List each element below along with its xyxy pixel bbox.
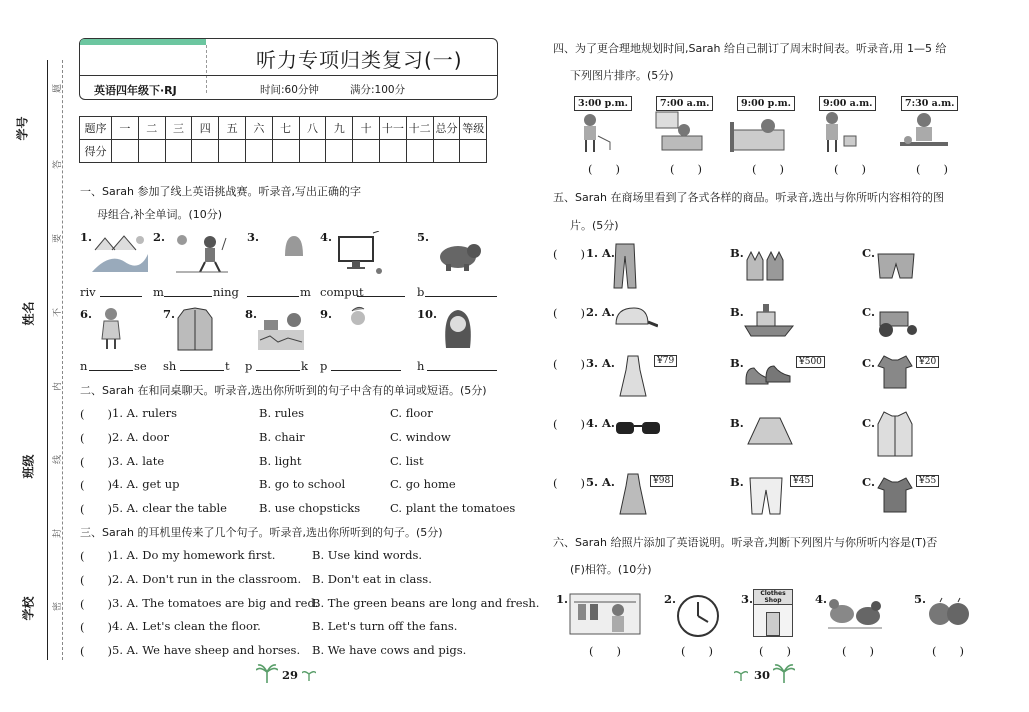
option-a: 4. A. [586, 416, 615, 430]
score-cell[interactable] [192, 140, 219, 163]
score-cell[interactable] [245, 140, 272, 163]
shoes-image [744, 362, 792, 388]
item-number: 3. [741, 592, 754, 606]
answer-paren[interactable]: ( ) [80, 573, 112, 587]
mark-2: 要 [53, 233, 64, 244]
time-label: 7:00 a.m. [656, 96, 713, 111]
score-row-label: 题序 [80, 117, 112, 140]
name-label: 姓名 [21, 301, 36, 326]
answer-paren[interactable]: ( ) [553, 476, 585, 490]
time-label: 9:00 p.m. [737, 96, 795, 111]
page-title: 听力专项归类复习(一) [256, 48, 463, 72]
option-a: 1. A. Do my homework first. [112, 548, 276, 562]
option-a: 1. A. rulers [112, 406, 178, 420]
s4-title-line2: 下列图片排序。(5分) [570, 69, 674, 82]
answer-blank[interactable] [427, 370, 497, 371]
mark-7: 密 [53, 601, 64, 612]
clothes-store-photo [568, 588, 642, 636]
word-suffix: se [134, 359, 147, 373]
option-c: C. go home [390, 477, 456, 491]
answer-paren[interactable]: ( ) [553, 357, 585, 371]
option-b: B. [730, 246, 744, 260]
morning-image [172, 230, 232, 274]
answer-blank[interactable] [100, 296, 142, 297]
item-number: 1. [556, 592, 569, 606]
score-cell[interactable] [353, 140, 380, 163]
score-col: 九 [326, 117, 353, 140]
option-c: C. plant the tomatoes [390, 501, 516, 515]
score-cell[interactable] [219, 140, 246, 163]
tf-paren[interactable]: ( ) [589, 644, 621, 658]
score-col: 八 [299, 117, 326, 140]
option-b: B. Let's turn off the fans. [312, 619, 458, 633]
word-prefix: riv [80, 285, 96, 299]
item-number: 4. [815, 592, 828, 606]
score-cell[interactable] [379, 140, 406, 163]
mark-4: 内 [53, 381, 64, 392]
gloves-image [743, 250, 789, 282]
item-number: 8. [245, 307, 258, 321]
hair-image [440, 306, 476, 352]
mark-1: 答 [53, 159, 64, 170]
park-image [256, 308, 306, 352]
fold-line [62, 60, 63, 660]
answer-paren[interactable]: ( ) [80, 455, 112, 469]
coat-image [876, 410, 914, 458]
order-paren[interactable]: ( ) [834, 162, 866, 176]
score-col: 十一 [379, 117, 406, 140]
answer-blank[interactable] [180, 370, 224, 371]
item-number: 5. [417, 230, 430, 244]
item-number: 7. [163, 307, 176, 321]
option-b: B. rules [259, 406, 305, 420]
option-c: C. [862, 305, 875, 319]
score-col: 五 [219, 117, 246, 140]
palm-icon [773, 664, 795, 684]
gown-image [618, 472, 648, 516]
item-number: 10. [417, 307, 438, 321]
option-c: C. [862, 246, 875, 260]
answer-blank[interactable] [256, 370, 300, 371]
s4-title-line1: 四、为了更合理地规划时间,Sarah 给自己制订了周末时间表。听录音,用 1—5 给 [553, 42, 947, 55]
answer-blank[interactable] [425, 296, 497, 297]
option-b: B. [730, 416, 744, 430]
order-paren[interactable]: ( ) [752, 162, 784, 176]
answer-paren[interactable]: ( ) [80, 478, 112, 492]
tomatoes-photo [926, 596, 972, 628]
score-cell[interactable] [299, 140, 326, 163]
word-prefix: b [417, 285, 425, 299]
score-col: 四 [192, 117, 219, 140]
score-cell[interactable] [460, 140, 487, 163]
s3-title: 三、Sarah 的耳机里传来了几个句子。听录音,选出你所听到的句子。(5分) [80, 526, 443, 539]
shop-sign: Clothes Shop [754, 590, 792, 605]
answer-blank[interactable] [164, 296, 212, 297]
word-suffix: k [301, 359, 308, 373]
item-number: 6. [80, 307, 93, 321]
course-label: 英语四年级下·RJ [94, 84, 177, 97]
answer-paren[interactable]: ( ) [553, 247, 585, 261]
item-number: 2. [153, 230, 166, 244]
option-c: C. window [390, 430, 451, 444]
tshirt-dark-image [876, 476, 914, 514]
answer-blank[interactable] [331, 370, 401, 371]
score-row-label: 得分 [80, 140, 112, 163]
option-a: 3. A. [586, 356, 615, 370]
option-b: B. chair [259, 430, 305, 444]
mark-3: 不 [53, 307, 64, 318]
mark-6: 封 [53, 528, 64, 539]
s5-title-line2: 片。(5分) [570, 219, 619, 232]
option-b: B. [730, 356, 744, 370]
tshirt-image [876, 354, 914, 390]
word-prefix: h [417, 359, 425, 373]
full-score-label: 满分:100分 [350, 84, 406, 96]
class-label: 班级 [21, 454, 36, 479]
nurse-image [98, 305, 124, 351]
answer-paren[interactable]: ( ) [80, 620, 112, 634]
answer-paren[interactable]: ( ) [80, 644, 112, 658]
item-number: 2. [664, 592, 677, 606]
answer-paren[interactable]: ( ) [80, 407, 112, 421]
item-number: 3. [247, 230, 260, 244]
option-a: 2. A. door [112, 430, 169, 444]
answer-paren[interactable]: ( ) [553, 306, 585, 320]
word-prefix: p [320, 359, 328, 373]
word-prefix: n [80, 359, 88, 373]
option-b: B. [730, 305, 744, 319]
answer-blank[interactable] [357, 296, 405, 297]
kaohao-label: 学号 [15, 116, 30, 141]
s1-title-line1: 一、Sarah 参加了线上英语挑战赛。听录音,写出正确的字 [80, 185, 361, 198]
score-col: 三 [165, 117, 192, 140]
score-col: 六 [245, 117, 272, 140]
time-label: 3:00 p.m. [574, 96, 632, 111]
option-b: B. [730, 475, 744, 489]
boat-image [743, 302, 795, 340]
trousers-image [612, 242, 638, 290]
tractor-image [876, 302, 922, 338]
price-tag: ¥55 [916, 475, 939, 487]
girl-watering-image [574, 112, 622, 156]
girl-getting-up-image [654, 110, 706, 156]
word-prefix: m [153, 285, 164, 299]
option-b: B. use chopsticks [259, 501, 361, 515]
computer-image [337, 231, 385, 275]
cap-image [612, 306, 658, 330]
tf-paren[interactable]: ( ) [759, 644, 791, 658]
price-tag: ¥98 [650, 475, 673, 487]
river-image [90, 232, 150, 274]
answer-paren[interactable]: ( ) [80, 431, 112, 445]
mark-0: 题 [53, 83, 64, 94]
tf-paren[interactable]: ( ) [932, 644, 964, 658]
answer-blank[interactable] [247, 296, 299, 297]
answer-paren[interactable]: ( ) [80, 502, 112, 516]
option-a: 3. A. late [112, 454, 165, 468]
score-col: 七 [272, 117, 299, 140]
page-number-right: 30 [754, 668, 771, 682]
score-cell[interactable] [112, 140, 139, 163]
time-label: 9:00 a.m. [819, 96, 876, 111]
mark-5: 线 [53, 454, 64, 465]
shorts-image [876, 252, 916, 280]
answer-paren[interactable]: ( ) [80, 597, 112, 611]
option-c: C. floor [390, 406, 433, 420]
option-a: 4. A. Let's clean the floor. [112, 619, 261, 633]
option-c: C. [862, 416, 875, 430]
time-label: 7:30 a.m. [901, 96, 958, 111]
word-prefix: p [245, 359, 253, 373]
bear-image [436, 237, 484, 273]
answer-paren[interactable]: ( ) [80, 549, 112, 563]
option-a: 4. A. get up [112, 477, 180, 491]
word-suffix: t [225, 359, 230, 373]
item-number: 4. [320, 230, 333, 244]
s6-title-line2: (F)相符。(10分) [570, 563, 652, 576]
score-col: 二 [138, 117, 165, 140]
score-col: 十二 [406, 117, 433, 140]
option-a: 2. A. [586, 305, 615, 319]
order-paren[interactable]: ( ) [588, 162, 620, 176]
option-b: B. The green beans are long and fresh. [312, 596, 540, 610]
price-tag: ¥45 [790, 475, 813, 487]
s5-title-line1: 五、Sarah 在商场里看到了各式各样的商品。听录音,选出与你所听内容相符的图 [553, 191, 944, 204]
skirt-image [746, 416, 794, 448]
time-label: 时间:60分钟 [260, 84, 319, 96]
pants-image [748, 476, 784, 516]
tf-paren[interactable]: ( ) [842, 644, 874, 658]
mushroom-image [282, 234, 304, 258]
s1-title-line2: 母组合,补全单词。(10分) [97, 208, 223, 221]
word-prefix: comput [320, 285, 364, 299]
score-cell[interactable] [138, 140, 165, 163]
option-c: C. [862, 356, 875, 370]
score-table [79, 116, 487, 163]
palm-icon [256, 664, 278, 684]
word-prefix: sh [163, 359, 177, 373]
score-cell[interactable] [326, 140, 353, 163]
option-c: C. list [390, 454, 424, 468]
word-suffix: m [300, 285, 311, 299]
option-b: B. light [259, 454, 302, 468]
score-col: 等级 [460, 117, 487, 140]
sunglasses-image [614, 418, 662, 440]
girl-breakfast-image [898, 110, 950, 156]
word-suffix: ning [213, 285, 239, 299]
item-number: 5. [914, 592, 927, 606]
clock-photo [676, 594, 720, 638]
clothes-shop-photo [753, 589, 793, 637]
answer-paren[interactable]: ( ) [553, 417, 585, 431]
price-tag: ¥79 [654, 355, 677, 367]
dress-image [618, 354, 648, 398]
option-a: 5. A. [586, 475, 615, 489]
option-a: 5. A. clear the table [112, 501, 227, 515]
score-cell[interactable] [165, 140, 192, 163]
answer-blank[interactable] [89, 370, 133, 371]
shirt-image [176, 306, 214, 352]
item-number: 9. [320, 307, 333, 321]
s6-title-line1: 六、Sarah 给照片添加了英语说明。听录音,判断下列图片与你所听内容是(T)否 [553, 536, 938, 549]
peach-image [344, 305, 374, 327]
order-paren[interactable]: ( ) [670, 162, 702, 176]
page-number-left: 29 [282, 668, 299, 682]
palm-icon [302, 668, 316, 682]
option-b: B. Use kind words. [312, 548, 423, 562]
score-cell[interactable] [406, 140, 433, 163]
school-label: 学校 [21, 596, 36, 621]
girl-sleeping-image [728, 112, 788, 156]
tf-paren[interactable]: ( ) [681, 644, 713, 658]
item-number: 1. [80, 230, 93, 244]
palm-icon [734, 668, 748, 682]
option-a: 1. A. [586, 246, 615, 260]
option-a: 3. A. The tomatoes are big and red. [112, 596, 319, 610]
price-tag: ¥500 [796, 356, 825, 368]
option-a: 2. A. Don't run in the classroom. [112, 572, 302, 586]
score-col: 一 [112, 117, 139, 140]
score-cell[interactable] [272, 140, 299, 163]
score-col: 十 [353, 117, 380, 140]
option-c: C. [862, 475, 875, 489]
binding-line [47, 60, 48, 660]
option-b: B. Don't eat in class. [312, 572, 432, 586]
hens-photo [826, 592, 884, 634]
s2-title: 二、Sarah 在和同桌聊天。听录音,选出你所听到的句子中含有的单词或短语。(5分) [80, 384, 487, 397]
girl-washing-image [818, 110, 862, 156]
option-a: 5. A. We have sheep and horses. [112, 643, 301, 657]
option-b: B. We have cows and pigs. [312, 643, 467, 657]
price-tag: ¥20 [916, 356, 939, 368]
score-cell[interactable] [433, 140, 460, 163]
option-b: B. go to school [259, 477, 346, 491]
score-col: 总分 [433, 117, 460, 140]
order-paren[interactable]: ( ) [916, 162, 948, 176]
